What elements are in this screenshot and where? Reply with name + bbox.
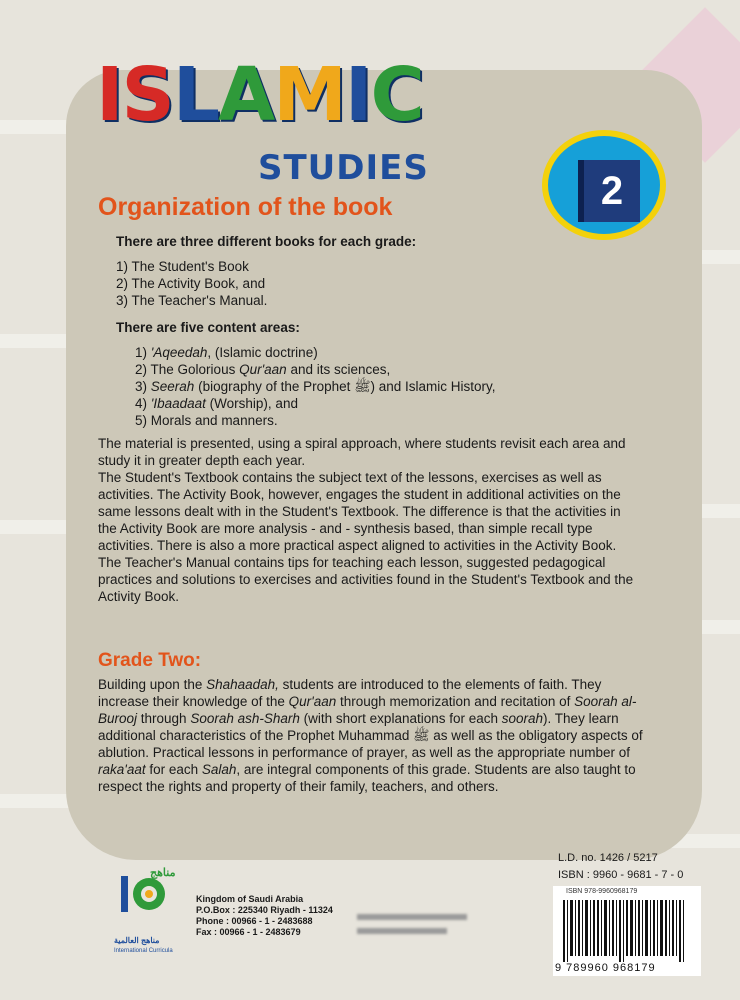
publisher-logo-english: International Curricula	[114, 948, 173, 954]
description-text	[98, 435, 643, 605]
list-item: 1) 'Aqeedah, (Islamic doctrine)	[135, 345, 318, 360]
contact-line: Kingdom of Saudi Arabia	[196, 894, 304, 904]
ld-number: L.D. no. 1426 / 5217	[558, 852, 658, 864]
islamic-logo: ISLAMIC	[96, 52, 423, 138]
paragraph: The material is presented, using a spiral approach, where students revisit each area and study it in greater depth each year.	[98, 436, 626, 468]
grade-book-icon: 2	[578, 160, 640, 222]
contact-line: P.O.Box : 225340 Riyadh - 11324	[196, 905, 333, 915]
list-item: 3) The Teacher's Manual.	[116, 293, 268, 308]
grade-heading: Grade Two:	[98, 650, 202, 671]
barcode-top-label: ISBN 978-9960968179	[566, 888, 638, 895]
content-areas-list	[135, 344, 496, 429]
paragraph: The Student's Textbook contains the subject text of the lessons, exercises as well as activities. The Activity Book, however, engages the student in additional activities on the same lessons dealt with in the Student's Textbook. The difference is that the activities in the Activity Book are more analysis - and - synthesis based, than simple recall type activities. There is also a more practical aspect aligned to activities in the Activity Book.	[98, 470, 621, 553]
books-list	[116, 258, 267, 309]
isbn: ISBN : 9960 - 9681 - 7 - 0	[558, 869, 684, 881]
list-item: 4) 'Ibaadaat (Worship), and	[135, 396, 298, 411]
page-title: Organization of the book	[98, 193, 393, 221]
paragraph: The Teacher's Manual contains tips for teaching each lesson, suggested pedagogical practices and solutions to exercises and activities found in the Student's Textbook and the Activity Book.	[98, 555, 634, 604]
studies-logo: STUDIES	[258, 148, 429, 188]
list-item: 3) Seerah (biography of the Prophet ﷺ) and Islamic History,	[135, 379, 496, 394]
grade-description: Building upon the Shahaadah, students are introduced to the elements of faith. They increase their knowledge of the Qur'aan through memorization and recitation of Soorah al-Burooj through Soorah ash-Sharh (with short explanations for each soorah). They learn additional characteristics of the Prophet Muhammad ﷺ as well as the obligatory aspects of ablution. Practical lessons in performance of prayer, as well as the appropriate number of raka'aat for each Salah, are integral components of this grade. Students are also taught to respect the rights and property of their family, teachers, and others.	[98, 677, 643, 794]
list-item: 1) The Student's Book	[116, 259, 249, 274]
blurred-contact-info	[357, 910, 487, 940]
publisher-contact	[196, 894, 333, 938]
list-item: 5) Morals and manners.	[135, 413, 278, 428]
publisher-logo-arabic: مناهج العالمية	[114, 936, 160, 945]
contact-line: Phone : 00966 - 1 - 2483688	[196, 916, 313, 926]
list-item: 2) The Golorious Qur'aan and its sciences,	[135, 362, 391, 377]
publisher-logo-text: مناهج	[150, 867, 176, 879]
contact-line: Fax : 00966 - 1 - 2483679	[196, 927, 301, 937]
content-intro: There are five content areas:	[116, 320, 300, 335]
books-intro: There are three different books for each grade:	[116, 234, 417, 249]
list-item: 2) The Activity Book, and	[116, 276, 266, 291]
barcode-number: 9 789960 968179	[555, 962, 656, 974]
